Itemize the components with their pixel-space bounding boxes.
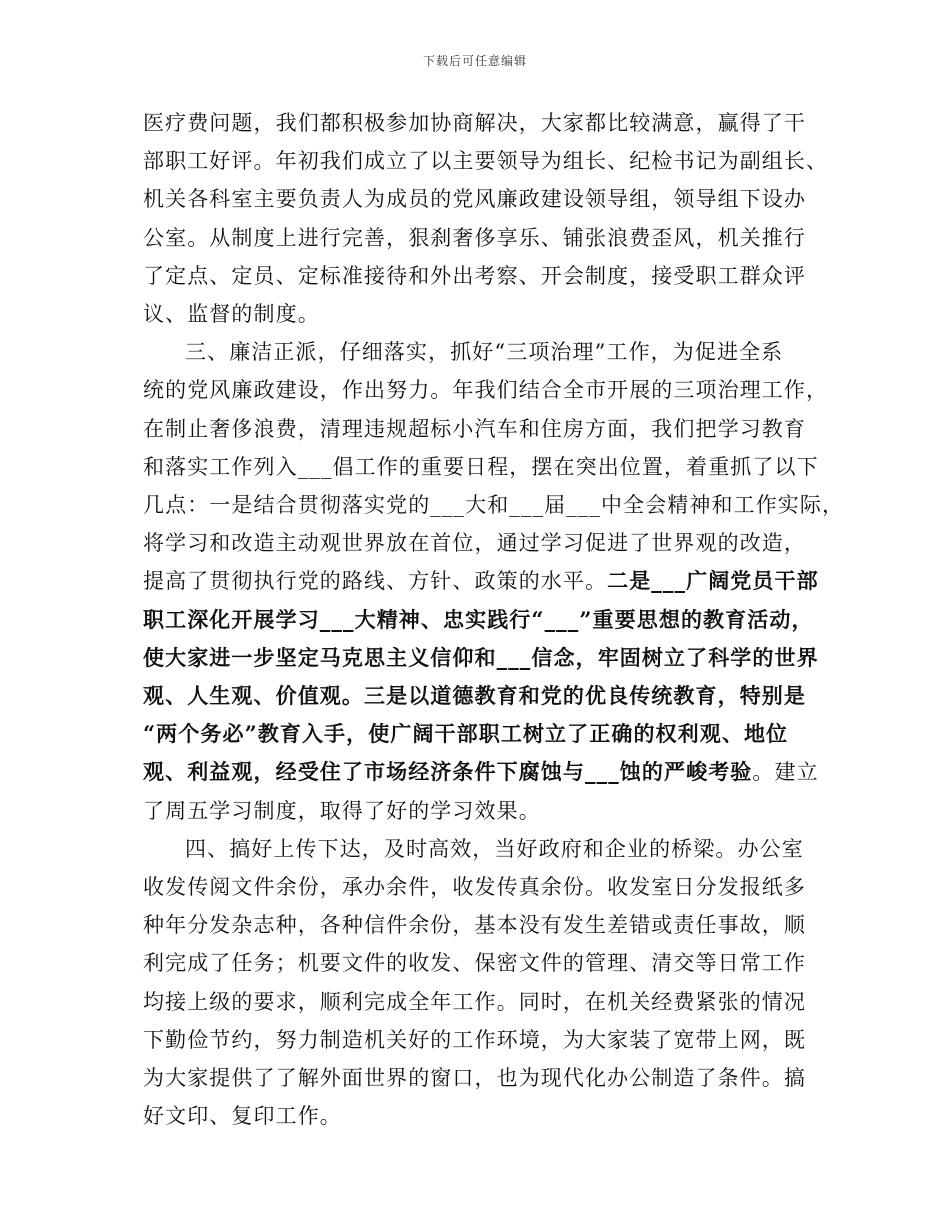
text-line: 了定点、定员、定标准接待和外出考察、开会制度，接受职工群众评 xyxy=(143,263,806,288)
paragraph-2 xyxy=(143,333,845,830)
text-segment: 提高了贯彻执行党的路线、方针、政策的水平。 xyxy=(143,569,608,594)
bold-text-line: 使大家进一步坚定马克思主义信仰和___信念，牢固树立了科学的世界 xyxy=(143,644,819,670)
text-line: 利完成了任务；机要文件的收发、保密文件的管理、清交等日常工作 xyxy=(143,951,806,976)
bold-text-line: 职工深化开展学习___大精神、忠实践行“___”重要思想的教育活动， xyxy=(143,606,814,632)
document-body xyxy=(143,104,845,1135)
text-line: 三、廉洁正派，仔细落实，抓好“三项治理”工作，为促进全系 xyxy=(185,340,784,365)
text-line: 为大家提供了了解外面世界的窗口，也为现代化办公制造了条件。搞 xyxy=(143,1066,806,1091)
bold-text-segment: 观、利益观，经受住了市场经济条件下腐蚀与___蚀的严峻考验 xyxy=(143,759,753,785)
text-line: 均接上级的要求，顺利完成全年工作。同时，在机关经费紧张的情况 xyxy=(143,989,806,1014)
text-line: 了周五学习制度，取得了好的学习效果。 xyxy=(143,798,541,823)
text-line: 在制止奢侈浪费，清理违规超标小汽车和住房方面，我们把学习教育 xyxy=(143,416,806,441)
paragraph-1 xyxy=(143,104,829,333)
text-line: 和落实工作列入___倡工作的重要日程，摆在突出位置，着重抓了以下 xyxy=(143,454,819,479)
text-segment: 。建立 xyxy=(752,760,819,785)
text-line: 议、监督的制度。 xyxy=(143,302,320,327)
text-line: 好文印、复印工作。 xyxy=(143,1104,342,1129)
text-line: 统的党风廉政建设，作出努力。年我们结合全市开展的三项治理工作， xyxy=(143,378,829,403)
text-line: 机关各科室主要负责人为成员的党风廉政建设领导组，领导组下设办 xyxy=(143,187,806,212)
text-line: 医疗费问题，我们都积极参加协商解决，大家都比较满意，赢得了干 xyxy=(143,111,806,135)
bold-text-line: 观、人生观、价值观。三是以道德教育和党的优良传统教育，特别是 xyxy=(143,683,806,709)
bold-text-segment: 二是___广阔党员干部 xyxy=(607,568,819,594)
text-line: 种年分发杂志种，各种信件余份，基本没有发生差错或责任事故，顺 xyxy=(143,913,806,938)
page-header: 下载后可任意编辑 xyxy=(422,54,527,68)
text-line: 将学习和改造主动观世界放在首位，通过学习促进了世界观的改造， xyxy=(143,531,806,556)
text-line xyxy=(143,753,819,791)
text-line: 公室。从制度上进行完善，狠刹奢侈享乐、铺张浪费歪风，机关推行 xyxy=(143,225,806,250)
paragraph-3 xyxy=(143,830,811,1136)
bold-text-line: “两个务必”教育入手，使广阔干部职工树立了正确的权利观、地位 xyxy=(143,721,789,747)
text-line: 部职工好评。年初我们成立了以主要领导为组长、纪检书记为副组长、 xyxy=(143,149,829,174)
text-line: 四、搞好上传下达，及时高效，当好政府和企业的桥梁。办公室 xyxy=(185,836,804,861)
text-line: 几点：一是结合贯彻落实党的___大和___届___中全会精神和工作实际， xyxy=(143,493,845,518)
text-line: 下勤俭节约，努力制造机关好的工作环境，为大家装了宽带上网，既 xyxy=(143,1027,806,1052)
text-line: 收发传阅文件余份，承办余件，收发传真余份。收发室日分发报纸多 xyxy=(143,875,806,900)
text-line xyxy=(143,562,819,600)
